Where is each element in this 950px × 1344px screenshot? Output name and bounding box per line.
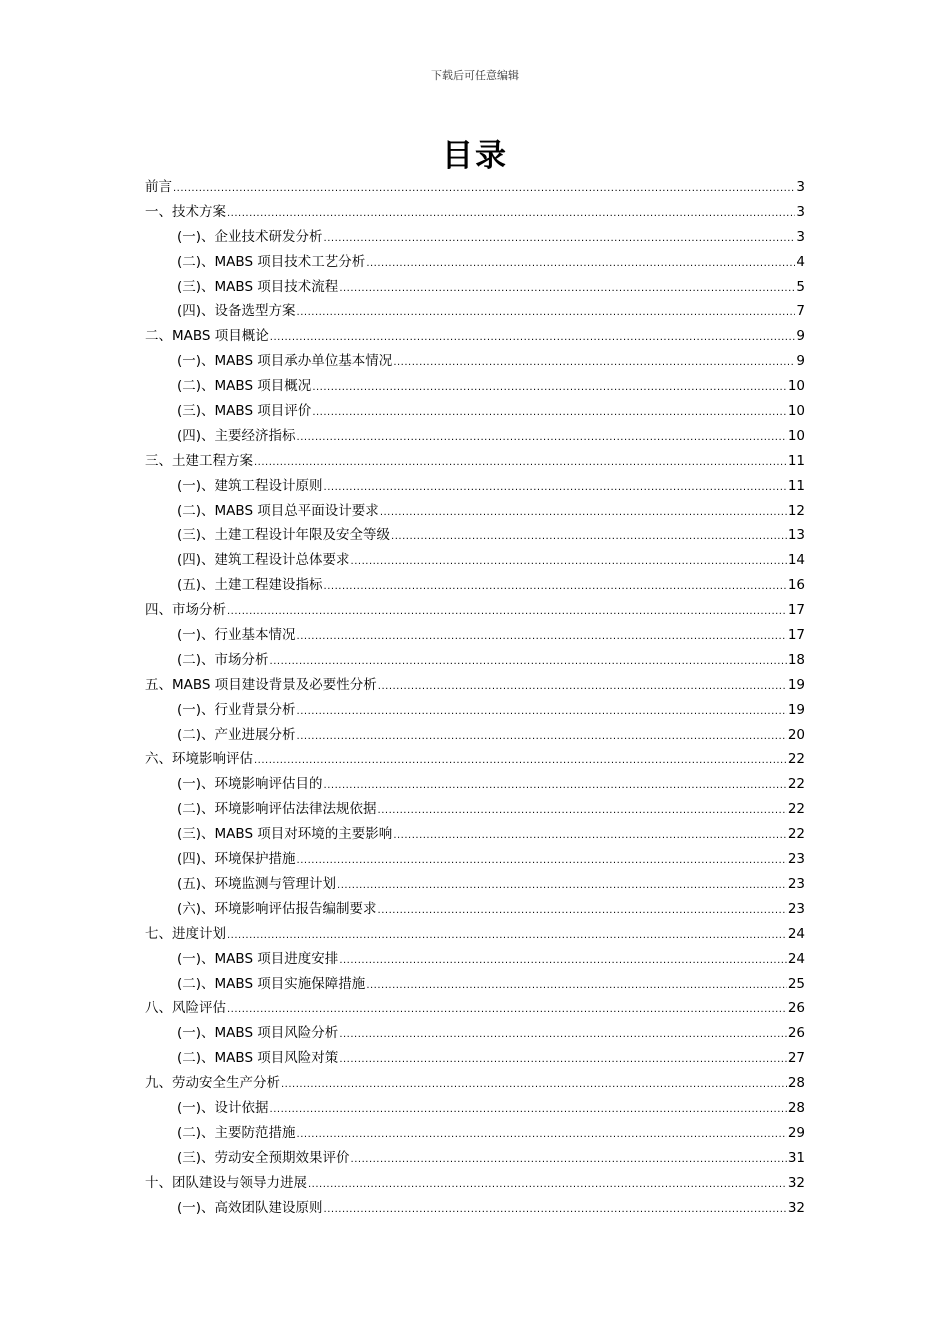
toc-entry[interactable]: [145, 299, 805, 324]
toc-entry-page-number: 5: [796, 278, 805, 295]
toc-dot-leader: [380, 501, 787, 526]
toc-entry-page-number: 7: [796, 303, 805, 320]
toc-entry-label: (四)、建筑工程设计总体要求: [177, 552, 350, 569]
toc-dot-leader: [270, 1098, 787, 1123]
toc-entry-label: (一)、高效团队建设原则: [177, 1199, 323, 1216]
toc-entry[interactable]: [145, 996, 805, 1021]
toc-entry-label: (二)、MABS 项目技术工艺分析: [177, 253, 366, 270]
toc-entry[interactable]: [145, 1096, 805, 1121]
toc-entry[interactable]: [145, 175, 805, 200]
toc-dot-leader: [337, 874, 787, 899]
toc-entry[interactable]: [145, 349, 805, 374]
toc-dot-leader: [254, 749, 787, 774]
toc-entry-label: 三、土建工程方案: [145, 452, 253, 469]
toc-entry-page-number: 11: [787, 477, 805, 494]
toc-entry-label: (二)、MABS 项目实施保障措施: [177, 975, 366, 992]
toc-entry-label: (二)、产业进展分析: [177, 726, 296, 743]
toc-entry-label: 九、劳动安全生产分析: [145, 1075, 280, 1092]
toc-entry-label: (一)、MABS 项目承办单位基本情况: [177, 353, 393, 370]
toc-dot-leader: [297, 301, 796, 326]
toc-entry-label: 一、技术方案: [145, 203, 226, 220]
toc-entry-page-number: 24: [787, 950, 805, 967]
toc-entry-page-number: 19: [787, 676, 805, 693]
toc-dot-leader: [308, 1173, 787, 1198]
toc-entry[interactable]: [145, 399, 805, 424]
toc-dot-leader: [270, 650, 787, 675]
toc-entry[interactable]: [145, 275, 805, 300]
toc-entry-page-number: 23: [787, 900, 805, 917]
toc-dot-leader: [297, 625, 787, 650]
toc-entry[interactable]: [145, 847, 805, 872]
toc-dot-leader: [173, 177, 795, 202]
toc-entry-page-number: 3: [796, 203, 805, 220]
toc-entry-label: 五、MABS 项目建设背景及必要性分析: [145, 676, 377, 693]
toc-entry-page-number: 23: [787, 851, 805, 868]
toc-entry-page-number: 10: [787, 378, 805, 395]
toc-dot-leader: [351, 1148, 787, 1173]
toc-dot-leader: [297, 700, 787, 725]
toc-entry-page-number: 32: [787, 1174, 805, 1191]
toc-dot-leader: [324, 1198, 787, 1223]
toc-entry-label: (四)、环境保护措施: [177, 851, 296, 868]
toc-entry-label: (三)、土建工程设计年限及安全等级: [177, 527, 391, 544]
toc-entry[interactable]: [145, 449, 805, 474]
toc-entry-page-number: 22: [787, 801, 805, 818]
toc-dot-leader: [378, 675, 787, 700]
toc-entry[interactable]: [145, 673, 805, 698]
toc-entry-page-number: 19: [787, 701, 805, 718]
toc-entry-page-number: 22: [787, 826, 805, 843]
toc-dot-leader: [324, 227, 796, 252]
toc-entry-page-number: 9: [796, 328, 805, 345]
toc-entry-label: (一)、企业技术研发分析: [177, 228, 323, 245]
toc-entry[interactable]: [145, 424, 805, 449]
page-header-note: 下载后可任意编辑: [431, 69, 519, 82]
toc-entry-label: (三)、MABS 项目对环境的主要影响: [177, 826, 393, 843]
toc-entry-page-number: 20: [787, 726, 805, 743]
toc-entry-label: (一)、MABS 项目进度安排: [177, 950, 339, 967]
toc-entry[interactable]: [145, 747, 805, 772]
toc-entry-label: (二)、MABS 项目风险对策: [177, 1050, 339, 1067]
toc-entry[interactable]: [145, 548, 805, 573]
toc-entry[interactable]: [145, 772, 805, 797]
toc-entry[interactable]: [145, 1046, 805, 1071]
toc-entry-page-number: 17: [787, 602, 805, 619]
toc-dot-leader: [227, 998, 787, 1023]
toc-entry[interactable]: [145, 648, 805, 673]
toc-entry-page-number: 10: [787, 403, 805, 420]
toc-entry-label: (三)、MABS 项目技术流程: [177, 278, 339, 295]
toc-entry-label: 四、市场分析: [145, 602, 226, 619]
toc-entry-page-number: 10: [787, 427, 805, 444]
toc-entry-page-number: 28: [787, 1099, 805, 1116]
toc-entry-label: (三)、MABS 项目评价: [177, 403, 312, 420]
toc-entry-page-number: 32: [787, 1199, 805, 1216]
toc-entry-page-number: 26: [787, 1025, 805, 1042]
toc-entry-label: (一)、环境影响评估目的: [177, 776, 323, 793]
toc-entry-page-number: 3: [796, 228, 805, 245]
toc-entry[interactable]: [145, 1071, 805, 1096]
toc-dot-leader: [227, 202, 795, 227]
toc-dot-leader: [227, 600, 787, 625]
toc-entry-label: (一)、设计依据: [177, 1099, 269, 1116]
toc-entry-page-number: 22: [787, 776, 805, 793]
toc-dot-leader: [324, 476, 787, 501]
toc-entry-page-number: 26: [787, 1000, 805, 1017]
toc-entry-page-number: 22: [787, 751, 805, 768]
toc-entry-label: (二)、市场分析: [177, 651, 269, 668]
toc-dot-leader: [297, 725, 787, 750]
toc-entry[interactable]: [145, 225, 805, 250]
toc-entry-label: (一)、行业基本情况: [177, 627, 296, 644]
toc-entry-label: (五)、环境监测与管理计划: [177, 875, 337, 892]
toc-dot-leader: [339, 949, 787, 974]
toc-dot-leader: [312, 401, 787, 426]
toc-entry[interactable]: [145, 499, 805, 524]
toc-entry-page-number: 4: [796, 253, 805, 270]
toc-dot-leader: [324, 774, 787, 799]
toc-entry-label: (一)、建筑工程设计原则: [177, 477, 323, 494]
toc-entry[interactable]: [145, 723, 805, 748]
toc-entry[interactable]: [145, 374, 805, 399]
toc-entry-page-number: 12: [787, 502, 805, 519]
toc-entry-label: 二、MABS 项目概论: [145, 328, 269, 345]
toc-dot-leader: [312, 376, 787, 401]
toc-entry[interactable]: [145, 897, 805, 922]
toc-entry-label: (五)、土建工程建设指标: [177, 577, 323, 594]
toc-entry-page-number: 28: [787, 1075, 805, 1092]
toc-entry[interactable]: [145, 324, 805, 349]
toc-entry[interactable]: [145, 523, 805, 548]
toc-dot-leader: [339, 277, 795, 302]
toc-entry-page-number: 17: [787, 627, 805, 644]
toc-entry-page-number: 24: [787, 925, 805, 942]
table-of-contents: [145, 175, 805, 1220]
toc-entry[interactable]: [145, 947, 805, 972]
toc-dot-leader: [391, 525, 787, 550]
toc-dot-leader: [378, 899, 787, 924]
toc-dot-leader: [227, 924, 787, 949]
toc-entry-page-number: 23: [787, 875, 805, 892]
toc-entry-label: (二)、MABS 项目概况: [177, 378, 312, 395]
toc-entry[interactable]: [145, 797, 805, 822]
toc-entry[interactable]: [145, 1021, 805, 1046]
toc-entry[interactable]: [145, 250, 805, 275]
toc-entry-label: (四)、设备选型方案: [177, 303, 296, 320]
toc-dot-leader: [254, 451, 787, 476]
toc-entry[interactable]: [145, 1196, 805, 1221]
toc-entry[interactable]: [145, 598, 805, 623]
toc-dot-leader: [393, 351, 795, 376]
toc-entry-label: 十、团队建设与领导力进展: [145, 1174, 307, 1191]
toc-dot-leader: [339, 1048, 787, 1073]
toc-entry[interactable]: [145, 822, 805, 847]
toc-entry-label: 七、进度计划: [145, 925, 226, 942]
toc-dot-leader: [366, 974, 787, 999]
toc-entry-page-number: 25: [787, 975, 805, 992]
toc-dot-leader: [378, 799, 787, 824]
toc-entry-page-number: 31: [787, 1149, 805, 1166]
toc-dot-leader: [351, 550, 787, 575]
toc-entry-page-number: 14: [787, 552, 805, 569]
toc-dot-leader: [270, 326, 796, 351]
toc-dot-leader: [393, 824, 787, 849]
toc-entry-page-number: 18: [787, 651, 805, 668]
toc-entry-label: 八、风险评估: [145, 1000, 226, 1017]
toc-entry-page-number: 29: [787, 1124, 805, 1141]
toc-entry-label: (四)、主要经济指标: [177, 427, 296, 444]
toc-entry-page-number: 16: [787, 577, 805, 594]
toc-entry-label: 前言: [145, 179, 172, 195]
toc-entry[interactable]: [145, 474, 805, 499]
toc-entry[interactable]: [145, 698, 805, 723]
toc-entry-label: (三)、劳动安全预期效果评价: [177, 1149, 350, 1166]
toc-entry-page-number: 11: [787, 452, 805, 469]
page-title: 目录: [442, 138, 508, 174]
toc-entry-page-number: 13: [787, 527, 805, 544]
toc-dot-leader: [366, 252, 795, 277]
toc-entry[interactable]: [145, 972, 805, 997]
toc-dot-leader: [297, 849, 787, 874]
toc-entry-page-number: 3: [796, 179, 805, 195]
toc-entry-page-number: 27: [787, 1050, 805, 1067]
toc-entry-label: 六、环境影响评估: [145, 751, 253, 768]
toc-entry-label: (一)、MABS 项目风险分析: [177, 1025, 339, 1042]
toc-entry-page-number: 9: [796, 353, 805, 370]
toc-dot-leader: [297, 1123, 787, 1148]
toc-dot-leader: [324, 575, 787, 600]
toc-entry-label: (一)、行业背景分析: [177, 701, 296, 718]
toc-entry-label: (二)、MABS 项目总平面设计要求: [177, 502, 379, 519]
toc-entry[interactable]: [145, 573, 805, 598]
toc-entry[interactable]: [145, 872, 805, 897]
toc-entry[interactable]: [145, 922, 805, 947]
toc-entry[interactable]: [145, 1146, 805, 1171]
toc-entry-label: (六)、环境影响评估报告编制要求: [177, 900, 377, 917]
toc-dot-leader: [297, 426, 787, 451]
toc-entry[interactable]: [145, 200, 805, 225]
toc-entry[interactable]: [145, 1121, 805, 1146]
toc-dot-leader: [281, 1073, 787, 1098]
toc-dot-leader: [339, 1023, 787, 1048]
toc-entry[interactable]: [145, 1171, 805, 1196]
toc-entry-label: (二)、环境影响评估法律法规依据: [177, 801, 377, 818]
toc-entry[interactable]: [145, 623, 805, 648]
toc-entry-label: (二)、主要防范措施: [177, 1124, 296, 1141]
